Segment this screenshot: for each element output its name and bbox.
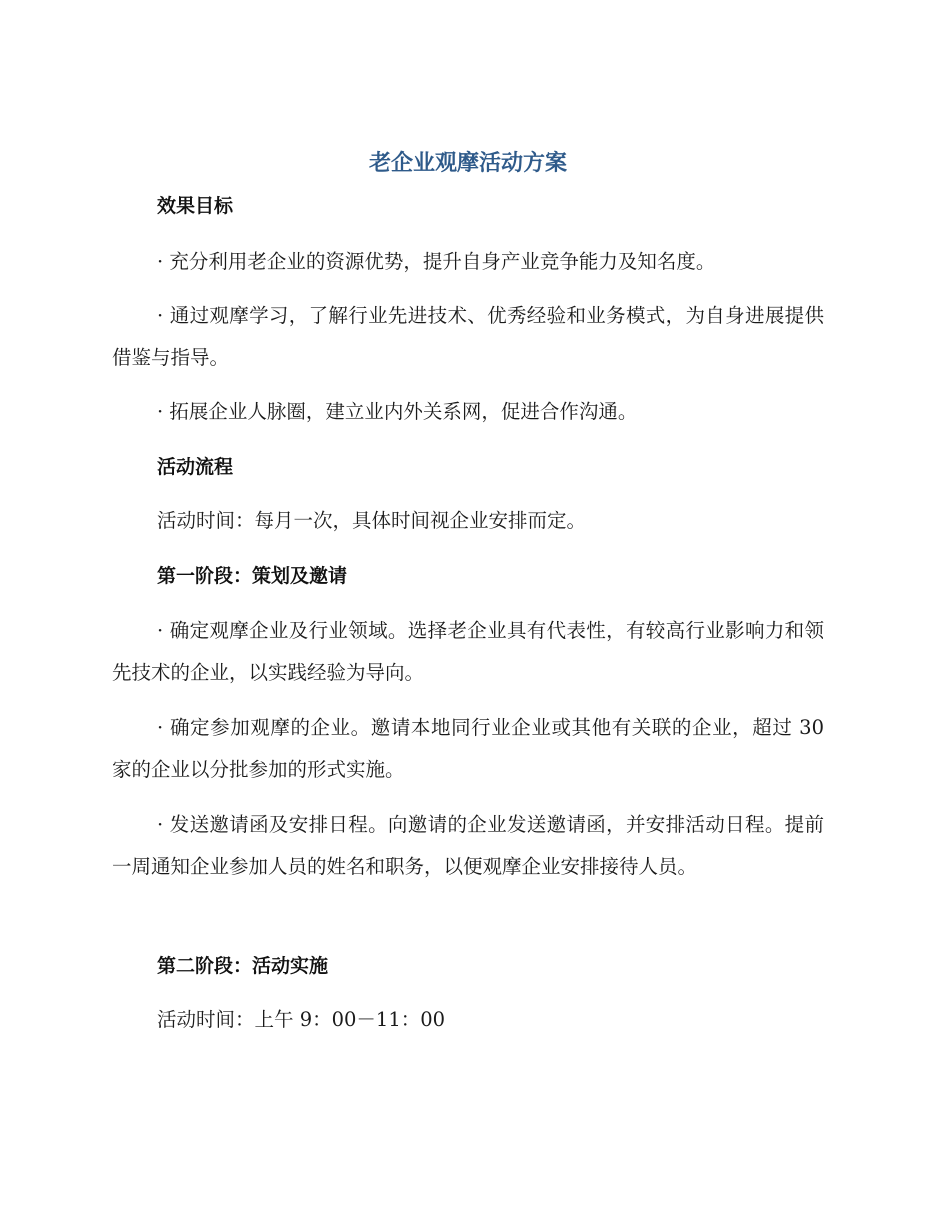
paragraph-goal-3: · 拓展企业人脉圈，建立业内外关系网，促进合作沟通。 [157, 400, 638, 423]
section-heading-stage-2: 第二阶段：活动实施 [157, 955, 329, 977]
paragraph-stage-2-time: 活动时间：上午 9：00－11：00 [157, 1008, 446, 1031]
section-heading-process: 活动流程 [157, 456, 234, 478]
section-heading-stage-1: 第一阶段：策划及邀请 [157, 565, 348, 587]
paragraph-goal-2: · 通过观摩学习，了解行业先进技术、优秀经验和业务模式，为自身进展提供借鉴与指导。 [112, 304, 824, 369]
paragraph-stage-1-item-3: · 发送邀请函及安排日程。向邀请的企业发送邀请函，并安排活动日程。提前一周通知企业参加人员的姓名和职务，以便观摩企业安排接待人员。 [112, 813, 824, 878]
document-title: 老企业观摩活动方案 [368, 151, 567, 176]
section-heading-goals: 效果目标 [157, 195, 234, 217]
paragraph-activity-time: 活动时间：每月一次，具体时间视企业安排而定。 [157, 509, 587, 532]
paragraph-goal-1: · 充分利用老企业的资源优势，提升自身产业竞争能力及知名度。 [157, 250, 716, 273]
paragraph-stage-1-item-2: · 确定参加观摩的企业。邀请本地同行业企业或其他有关联的企业，超过 30 家的企业以分批参加的形式实施。 [112, 716, 824, 781]
paragraph-stage-1-item-1: · 确定观摩企业及行业领域。选择老企业具有代表性，有较高行业影响力和领先技术的企业，以实践经验为导向。 [112, 619, 824, 684]
